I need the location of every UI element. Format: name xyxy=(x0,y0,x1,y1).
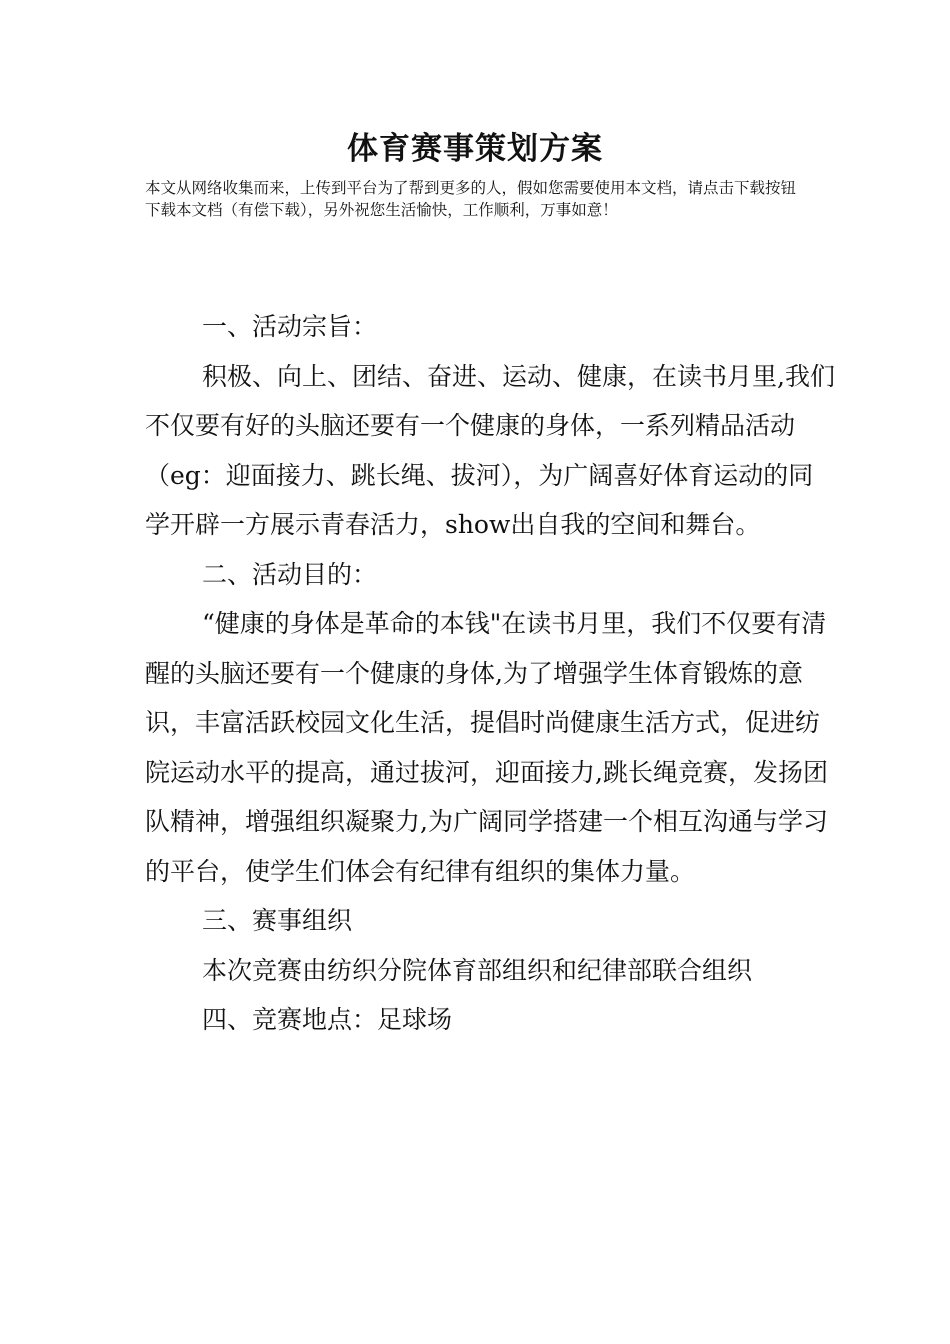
section-paragraph-goal: “健康的身体是革命的本钱"在读书月里，我们不仅要有清醒的头脑还要有一个健康的身体,为了增强学生体育锻炼的意识，丰富活跃校园文化生活，提倡时尚健康生活方式，促进纺院运动水平的提高，通过拔河，迎面接力,跳长绳竞赛，发扬团队精神，增强组织凝聚力,为广阔同学搭建一个相互沟通与学习的平台，使学生们体会有纪律有组织的集体力量。 xyxy=(145,609,828,886)
section-paragraph-purpose: 积极、向上、团结、奋进、运动、健康，在读书月里,我们不仅要有好的头脑还要有一个健康的身体，一系列精品活动（eg：迎面接力、跳长绳、拔河），为广阔喜好体育运动的同学开辟一方展示青春活力，show出自我的空间和舞台。 xyxy=(145,361,835,539)
document-body xyxy=(145,302,835,1045)
section-heading-purpose: 一、活动宗旨： xyxy=(202,312,378,341)
section-paragraph-organization: 本次竞赛由纺织分院体育部组织和纪律部联合组织 xyxy=(202,955,753,985)
document-title: 体育赛事策划方案 xyxy=(347,131,603,167)
section-heading-organization: 三、赛事组织 xyxy=(202,906,353,935)
section-heading-venue: 四、竞赛地点：足球场 xyxy=(202,1005,453,1034)
section-heading-goal: 二、活动目的： xyxy=(202,559,378,589)
download-notice: 本文从网络收集而来，上传到平台为了帮到更多的人，假如您需要使用本文档，请点击下载按钮下载本文档（有偿下载），另外祝您生活愉快，工作顺利，万事如意！ xyxy=(145,179,797,219)
